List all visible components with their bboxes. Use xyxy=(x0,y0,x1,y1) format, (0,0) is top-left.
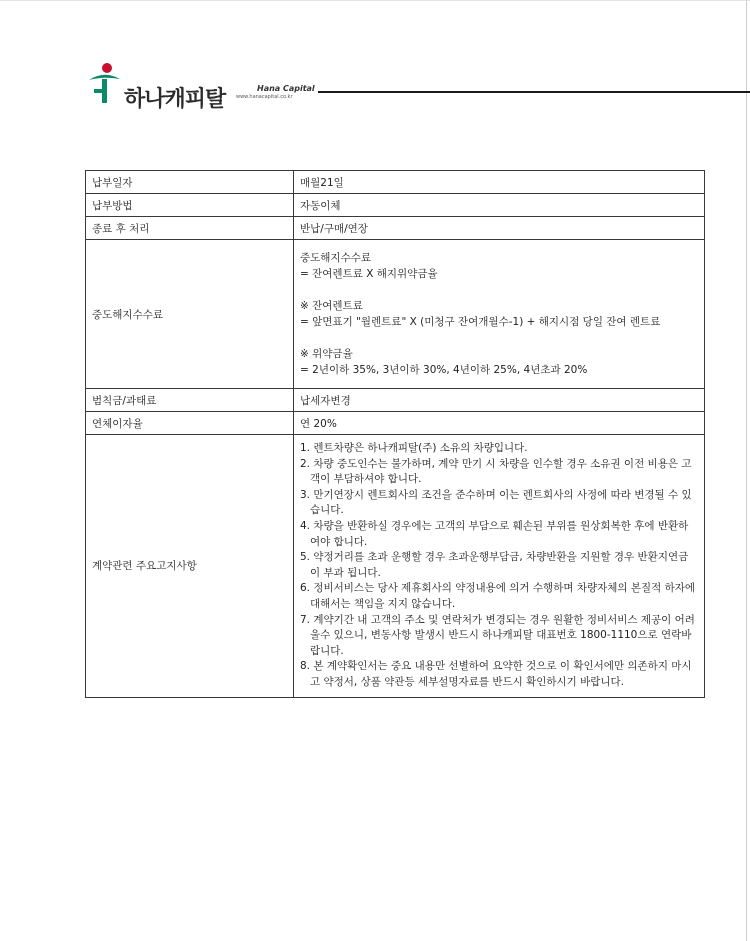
payment-method-value: 자동이체 xyxy=(294,194,705,217)
notice-item: 6. 정비서비스는 당사 제휴회사의 약정내용에 의거 수행하며 차량자체의 본질적 하자에 대해서는 책임을 지지 않습니다. xyxy=(300,582,696,610)
table-row xyxy=(86,240,705,389)
hana-logo-icon xyxy=(86,62,122,108)
payment-date-label: 납부일자 xyxy=(86,171,294,194)
header-divider xyxy=(318,91,750,93)
notices-list xyxy=(294,435,705,698)
contract-info-table xyxy=(85,170,705,698)
end-processing-value: 반납/구매/연장 xyxy=(294,217,705,240)
logo-korean-name: 하나캐피탈 xyxy=(124,87,226,112)
table-row xyxy=(86,389,705,412)
late-interest-label: 연체이자율 xyxy=(86,412,294,435)
fee-line: ※ 잔여렌트료 xyxy=(300,300,363,312)
termination-fee-label: 중도해지수수료 xyxy=(86,240,294,389)
table-row xyxy=(86,435,705,698)
fines-label: 범칙금/과태료 xyxy=(86,389,294,412)
termination-fee-details xyxy=(294,240,705,389)
logo-url: www.hanacapital.co.kr xyxy=(236,94,293,100)
page-edge-right xyxy=(746,0,747,941)
notice-item: 5. 약정거리를 초과 운행할 경우 초과운행부담금, 차량반환을 지원할 경우 반환지연금이 부과 됩니다. xyxy=(300,551,689,579)
spacer xyxy=(300,330,698,346)
notice-item: 1. 렌트차량은 하나캐피탈(주) 소유의 차량입니다. xyxy=(300,442,528,454)
fee-line: ※ 위약금율 xyxy=(300,348,353,360)
fee-line: = 앞면표기 "월렌트료" X (미청구 잔여개월수-1) + 해지시점 당일 잔여 렌트료 xyxy=(300,316,661,328)
table-row xyxy=(86,194,705,217)
payment-method-label: 납부방법 xyxy=(86,194,294,217)
table-row xyxy=(86,171,705,194)
notice-item: 8. 본 계약확인서는 중요 내용만 선별하여 요약한 것으로 이 확인서에만 의존하지 마시고 약정서, 상품 약관등 세부설명자료를 반드시 확인하시기 바랍니다. xyxy=(300,660,692,688)
table-row xyxy=(86,412,705,435)
fee-line: 중도해지수수료 xyxy=(300,252,372,264)
end-processing-label: 종료 후 처리 xyxy=(86,217,294,240)
late-interest-value: 연 20% xyxy=(294,412,705,435)
fee-line: = 잔여렌트료 X 해지위약금율 xyxy=(300,268,438,280)
payment-date-value: 매월21일 xyxy=(294,171,705,194)
page-edge-top xyxy=(0,0,750,1)
notices-label: 계약관련 주요고지사항 xyxy=(86,435,294,698)
notice-item: 7. 계약기간 내 고객의 주소 및 연락처가 변경되는 경우 원활한 정비서비스 제공이 어려울수 있으니, 변동사항 발생시 반드시 하나캐피탈 대표번호 1800-1110으로 연락바랍니다. xyxy=(300,613,695,657)
notice-item: 2. 차량 중도인수는 불가하며, 계약 만기 시 차량을 인수할 경우 소유권 이전 비용은 고객이 부담하셔야 합니다. xyxy=(300,457,692,486)
table-row xyxy=(86,217,705,240)
fines-value: 납세자변경 xyxy=(294,389,705,412)
notice-item: 3. 만기연장시 렌트회사의 조건을 준수하며 이는 렌트회사의 사정에 따라 변경될 수 있습니다. xyxy=(300,488,692,517)
fee-line: = 2년이하 35%, 3년이하 30%, 4년이하 25%, 4년초과 20% xyxy=(300,364,588,376)
spacer xyxy=(300,282,698,298)
hana-capital-logo xyxy=(86,62,706,112)
logo-english-name: Hana Capital xyxy=(257,84,315,93)
notice-item: 4. 차량을 반환하실 경우에는 고객의 부담으로 훼손된 부위를 원상회복한 후에 반환하여야 합니다. xyxy=(300,519,689,548)
